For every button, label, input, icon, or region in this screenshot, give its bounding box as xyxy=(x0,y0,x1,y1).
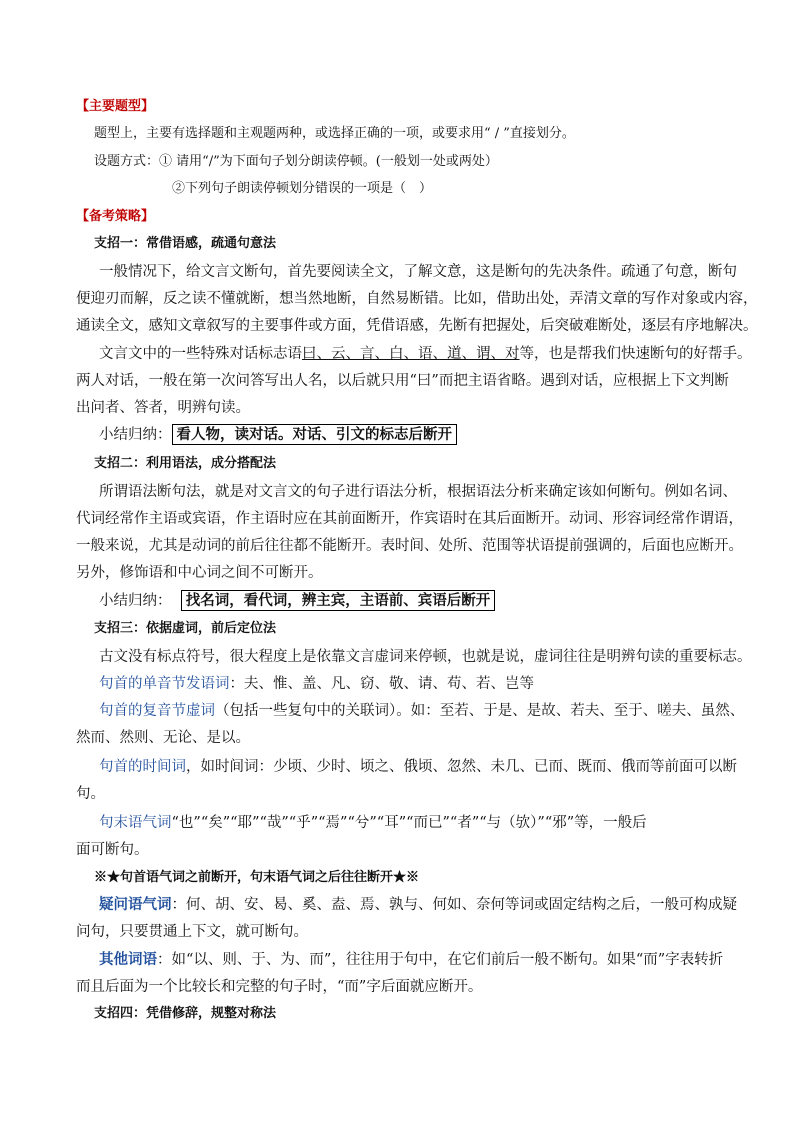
summary-row-1 xyxy=(99,423,457,444)
tip-heading-2: 支招二：利用语法，成分搭配法 xyxy=(94,456,277,471)
term-label: 其他词语 xyxy=(99,951,157,968)
text: 等，也是帮我们快速断句的好帮手。 xyxy=(519,346,752,362)
paragraph-line xyxy=(99,948,723,969)
text: ：如“以、则、于、为、而”，往往用于句中，在它们前后一般不断句。如果“而”字表转折 xyxy=(157,952,724,968)
paragraph-line: 便迎刃而解，反之读不懂就断，想当然地断，自然易断错。比如，借助出处，弄清文章的写作对象或内容， xyxy=(76,291,758,307)
term-label: 复音节虚词 xyxy=(142,703,215,719)
summary-box: 看人物，读对话。对话、引文的标志后断开 xyxy=(172,424,458,445)
paragraph-line: 设题方式：① 请用“/”为下面句子划分朗读停顿。(一般划一处或两处） xyxy=(94,154,498,169)
text: 句首的 xyxy=(99,703,143,719)
text: （包括一些复句中的关联词）。如：至若、于是、是故、若夫、至于、嗟夫、虽然、 xyxy=(215,703,745,719)
paragraph-line: 另外，修饰语和中心词之间不可断开。 xyxy=(76,565,323,581)
text: ，如时间词：少顷、少时、顷之、俄顷、忽然、未几、已而、既而、俄而等前面可以断 xyxy=(186,759,737,775)
rule-highlight: ※★句首语气词之前断开，句末语气词之后往往断开★※ xyxy=(94,870,420,885)
text: ：夫、惟、盖、凡、窃、敬、请、苟、若、岂等 xyxy=(229,676,534,692)
paragraph-line: 出问者、答者，明辨句读。 xyxy=(76,400,250,416)
paragraph-line: ②下列句子朗读停顿划分错误的一项是（ ） xyxy=(172,181,433,196)
tip-heading-1: 支招一：常借语感，疏通句意法 xyxy=(94,236,277,251)
tip-heading-4: 支招四：凭借修辞，规整对称法 xyxy=(94,1006,277,1021)
underlined-markers: 曰、云、言、白、语、道、谓、对 xyxy=(302,346,520,362)
text: “也”“矣”“耶”“哉”“乎”“焉”“兮”“耳”“而已”“者”“与（欤）”“邪”等，一般后 xyxy=(171,815,647,831)
term-label: 句首的单音节发语词 xyxy=(99,676,230,692)
tip-heading-3: 支招三：依据虚词，前后定位法 xyxy=(94,621,277,636)
term-label: 疑问语气词 xyxy=(99,896,172,913)
paragraph-line: 两人对话，一般在第一次问答写出人名，以后就只用“曰”而把主语省略。遇到对话，应根据上下文判断 xyxy=(76,373,729,389)
paragraph-line xyxy=(99,755,737,776)
paragraph-line: 一般来说，尤其是动词的前后往往都不能断开。表时间、处所、范围等状语提前强调的，后面也应断开。 xyxy=(76,538,743,554)
summary-box: 找名词，看代词，辨主宾，主语前、宾语后断开 xyxy=(181,590,496,611)
paragraph-line: 然而、然则、无论、是以。 xyxy=(76,730,250,746)
paragraph-line: 所谓语法断句法，就是对文言文的句子进行语法分析，根据语法分析来确定该如何断句。例如名词、 xyxy=(99,484,737,500)
paragraph-line: 面可断句。 xyxy=(76,842,149,858)
paragraph-line: 题型上，主要有选择题和主观题两种，或选择正确的一项，或要求用“ / ”直接划分。 xyxy=(94,126,575,141)
summary-label: 小结归纳： xyxy=(99,593,172,609)
paragraph-line: 代词经常作主语或宾语，作主语时应在其前面断开，作宾语时在其后面断开。动词、形容词经常作谓语， xyxy=(76,511,743,527)
text: ：何、胡、安、曷、奚、盍、焉、孰与、何如、奈何等词或固定结构之后，一般可构成疑 xyxy=(171,897,737,913)
paragraph-line: 通读全文，感知文章叙写的主要事件或方面，凭借语感，先断有把握处，后突破难断处，逐层有序地解决。 xyxy=(76,318,758,334)
paragraph-line: 而且后面为一个比较长和完整的句子时，“而”字后面就应断开。 xyxy=(76,979,483,995)
paragraph-line xyxy=(99,672,534,693)
paragraph-line xyxy=(99,699,744,720)
paragraph-line xyxy=(99,811,647,832)
summary-row-2 xyxy=(99,589,495,610)
term-label: 句末语气词 xyxy=(99,815,172,831)
paragraph-line: 问句，只要贯通上下文，就可断句。 xyxy=(76,924,308,940)
term-label: 句首的时间词 xyxy=(99,759,186,775)
text: 文言文中的一些特殊对话标志语 xyxy=(99,346,302,362)
paragraph-line: 古文没有标点符号，很大程度上是依靠文言虚词来停顿，也就是说，虚词往往是明辨句读的重要标志。 xyxy=(99,649,752,665)
section-title-strategy: 【备考策略】 xyxy=(76,209,155,224)
section-title-main-types: 【主要题型】 xyxy=(76,99,155,114)
summary-label: 小结归纳： xyxy=(99,427,172,443)
paragraph-line xyxy=(99,342,752,363)
paragraph-line xyxy=(99,893,737,914)
paragraph-line: 句。 xyxy=(76,786,105,802)
paragraph-line: 一般情况下，给文言文断句，首先要阅读全文，了解文意，这是断句的先决条件。疏通了句意，断句 xyxy=(99,264,737,280)
